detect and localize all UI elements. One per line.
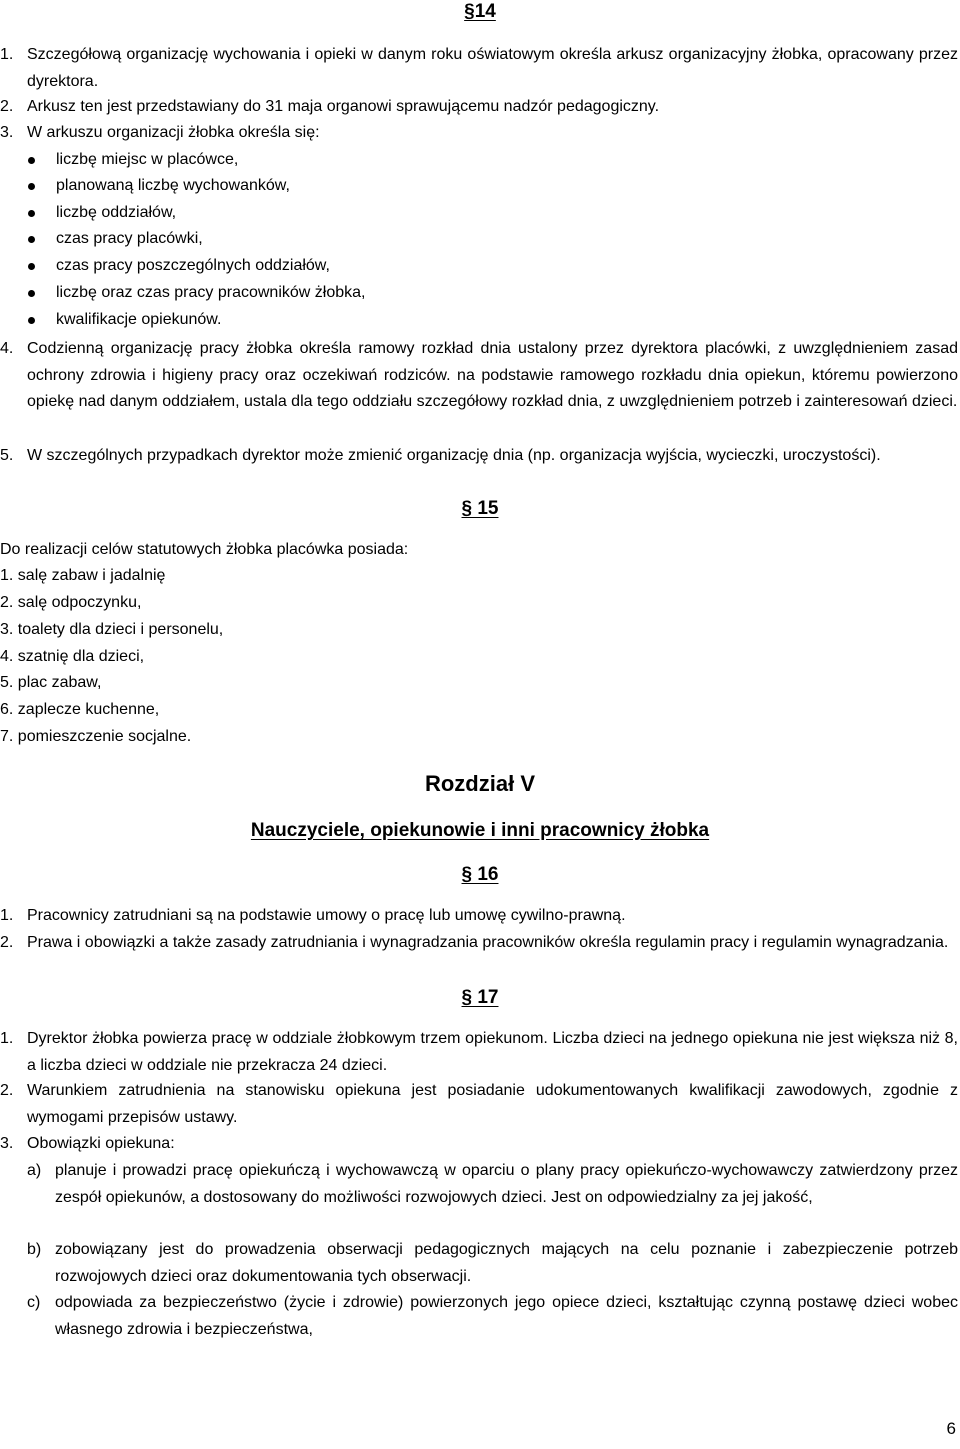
item-text: Szczegółową organizację wychowania i opieki w danym roku oświatowym określa arkusz organizacyjny żłobka, opracowany przez dyrektora. — [27, 46, 958, 90]
page-number: 6 — [946, 1419, 956, 1438]
bullet-icon — [28, 210, 35, 217]
bullet-icon — [28, 290, 35, 297]
sec14-item-3 — [0, 120, 958, 147]
sec17-item-3 — [0, 1131, 958, 1158]
bullet-item: czas pracy placówki, — [28, 226, 958, 253]
item-text: zobowiązany jest do prowadzenia obserwacji pedagogicznych mających na celu poznanie i zabezpieczenie potrzeb rozwojowych dzieci oraz dokumentowania tych obserwacji. — [55, 1241, 958, 1285]
list-item: 4. szatnię dla dzieci, — [0, 648, 145, 665]
chapter-title: Rozdział V — [424, 771, 535, 796]
item-text: Dyrektor żłobka powierza pracę w oddziale żłobkowym trzem opiekunom. Liczba dzieci na jednego opiekuna nie jest większa niż 8, a liczba dzieci w oddziale nie przekracza 24 dzieci. — [27, 1030, 958, 1074]
item-text: odpowiada za bezpieczeństwo (życie i zdrowie) powierzonych jego opiece dzieci, kształtując czynną postawę dzieci wobec własnego zdrowia i bezpieczeństwa, — [55, 1294, 958, 1338]
item-text: planuje i prowadzi pracę opiekuńczą i wychowawczą w oparciu o plany pracy opiekuńczo-wychowawczy zatwierdzony przez zespół opiekunów, a dostosowany do możliwości rozwojowych dzieci. Jest on odpowiedzialny za jej jakość, — [55, 1162, 958, 1206]
item-text: Arkusz ten jest przedstawiany do 31 maja organowi sprawującemu nadzór pedagogiczny. — [27, 98, 660, 115]
sec14-item-2 — [0, 94, 958, 121]
bullet-icon — [28, 157, 35, 164]
bullet-item: liczbę oraz czas pracy pracowników żłobka, — [28, 280, 958, 307]
sec17-item-1 — [0, 1026, 958, 1079]
chapter-subtitle: Nauczyciele, opiekunowie i inni pracownicy żłobka — [250, 820, 710, 841]
item-letter: b) — [27, 1241, 42, 1258]
sec14-item-4 — [0, 336, 958, 416]
list-item: 1. salę zabaw i jadalnię — [0, 567, 166, 584]
sec14-item-5 — [0, 443, 958, 470]
bullet-icon — [28, 236, 35, 243]
item-text: W arkuszu organizacji żłobka określa się: — [27, 124, 320, 141]
sec16-item-2 — [0, 930, 958, 957]
sec14-item-1 — [0, 42, 958, 95]
item-letter: a) — [27, 1162, 42, 1179]
section-17-heading: § 17 — [461, 987, 499, 1008]
sec17-duty-a — [0, 1158, 958, 1211]
item-text: Pracownicy zatrudniani są na podstawie umowy o pracę lub umowę cywilno-prawną. — [27, 907, 626, 924]
bullet-item: czas pracy poszczególnych oddziałów, — [28, 253, 958, 280]
section-16-heading: § 16 — [461, 864, 499, 885]
item-text: Codzienną organizację pracy żłobka określa ramowy rozkład dnia ustalony przez dyrektora placówki, z uwzględnieniem zasad ochrony zdrowia i higieny pracy oraz oczekiwań rodziców. na podstawie ramowego rozkładu dnia opiekun, któremu powierzono opiekę nad danym oddziałem, ustala dla tego oddziału szczegółowy rozkład dnia, z uwzględnieniem potrzeb i zainteresowań dzieci. — [27, 340, 958, 410]
item-text: Obowiązki opiekuna: — [27, 1135, 175, 1152]
sec15-intro: Do realizacji celów statutowych żłobka placówka posiada: — [0, 541, 409, 558]
sec17-duty-c — [0, 1290, 958, 1343]
item-text: Warunkiem zatrudnienia na stanowisku opiekuna jest posiadanie udokumentowanych kwalifikacji zawodowych, zgodnie z wymogami przepisów ustawy. — [27, 1082, 958, 1126]
list-item: 3. toalety dla dzieci i personelu, — [0, 621, 224, 638]
section-14-heading: §14 — [464, 1, 496, 22]
item-number: 1. — [0, 46, 14, 63]
sec16-item-1 — [0, 903, 958, 930]
bullet-icon — [28, 263, 35, 270]
item-text: Prawa i obowiązki a także zasady zatrudniania i wynagradzania pracowników określa regulamin pracy i regulamin wynagradzania. — [27, 934, 949, 951]
item-number: 4. — [0, 340, 14, 357]
item-number: 3. — [0, 1135, 14, 1152]
item-number: 5. — [0, 447, 14, 464]
list-item: 6. zaplecze kuchenne, — [0, 701, 160, 718]
bullet-icon — [28, 317, 35, 324]
sec17-item-2 — [0, 1078, 958, 1131]
item-number: 1. — [0, 907, 14, 924]
bullet-item: liczbę miejsc w placówce, — [28, 147, 958, 174]
item-letter: c) — [27, 1294, 41, 1311]
item-text: W szczególnych przypadkach dyrektor może zmienić organizację dnia (np. organizacja wyjścia, wycieczki, uroczystości). — [27, 447, 881, 464]
bullet-item: liczbę oddziałów, — [28, 200, 958, 227]
item-number: 2. — [0, 98, 14, 115]
list-item: 2. salę odpoczynku, — [0, 594, 142, 611]
item-number: 2. — [0, 1082, 14, 1099]
bullet-item: planowaną liczbę wychowanków, — [28, 173, 958, 200]
bullet-icon — [28, 183, 35, 190]
item-number: 2. — [0, 934, 14, 951]
list-item: 5. plac zabaw, — [0, 674, 102, 691]
bullet-item: kwalifikacje opiekunów. — [28, 307, 958, 334]
section-15-heading: § 15 — [461, 498, 499, 519]
list-item: 7. pomieszczenie socjalne. — [0, 728, 192, 745]
item-number: 3. — [0, 124, 14, 141]
sec17-duty-b — [0, 1237, 958, 1290]
item-number: 1. — [0, 1030, 14, 1047]
